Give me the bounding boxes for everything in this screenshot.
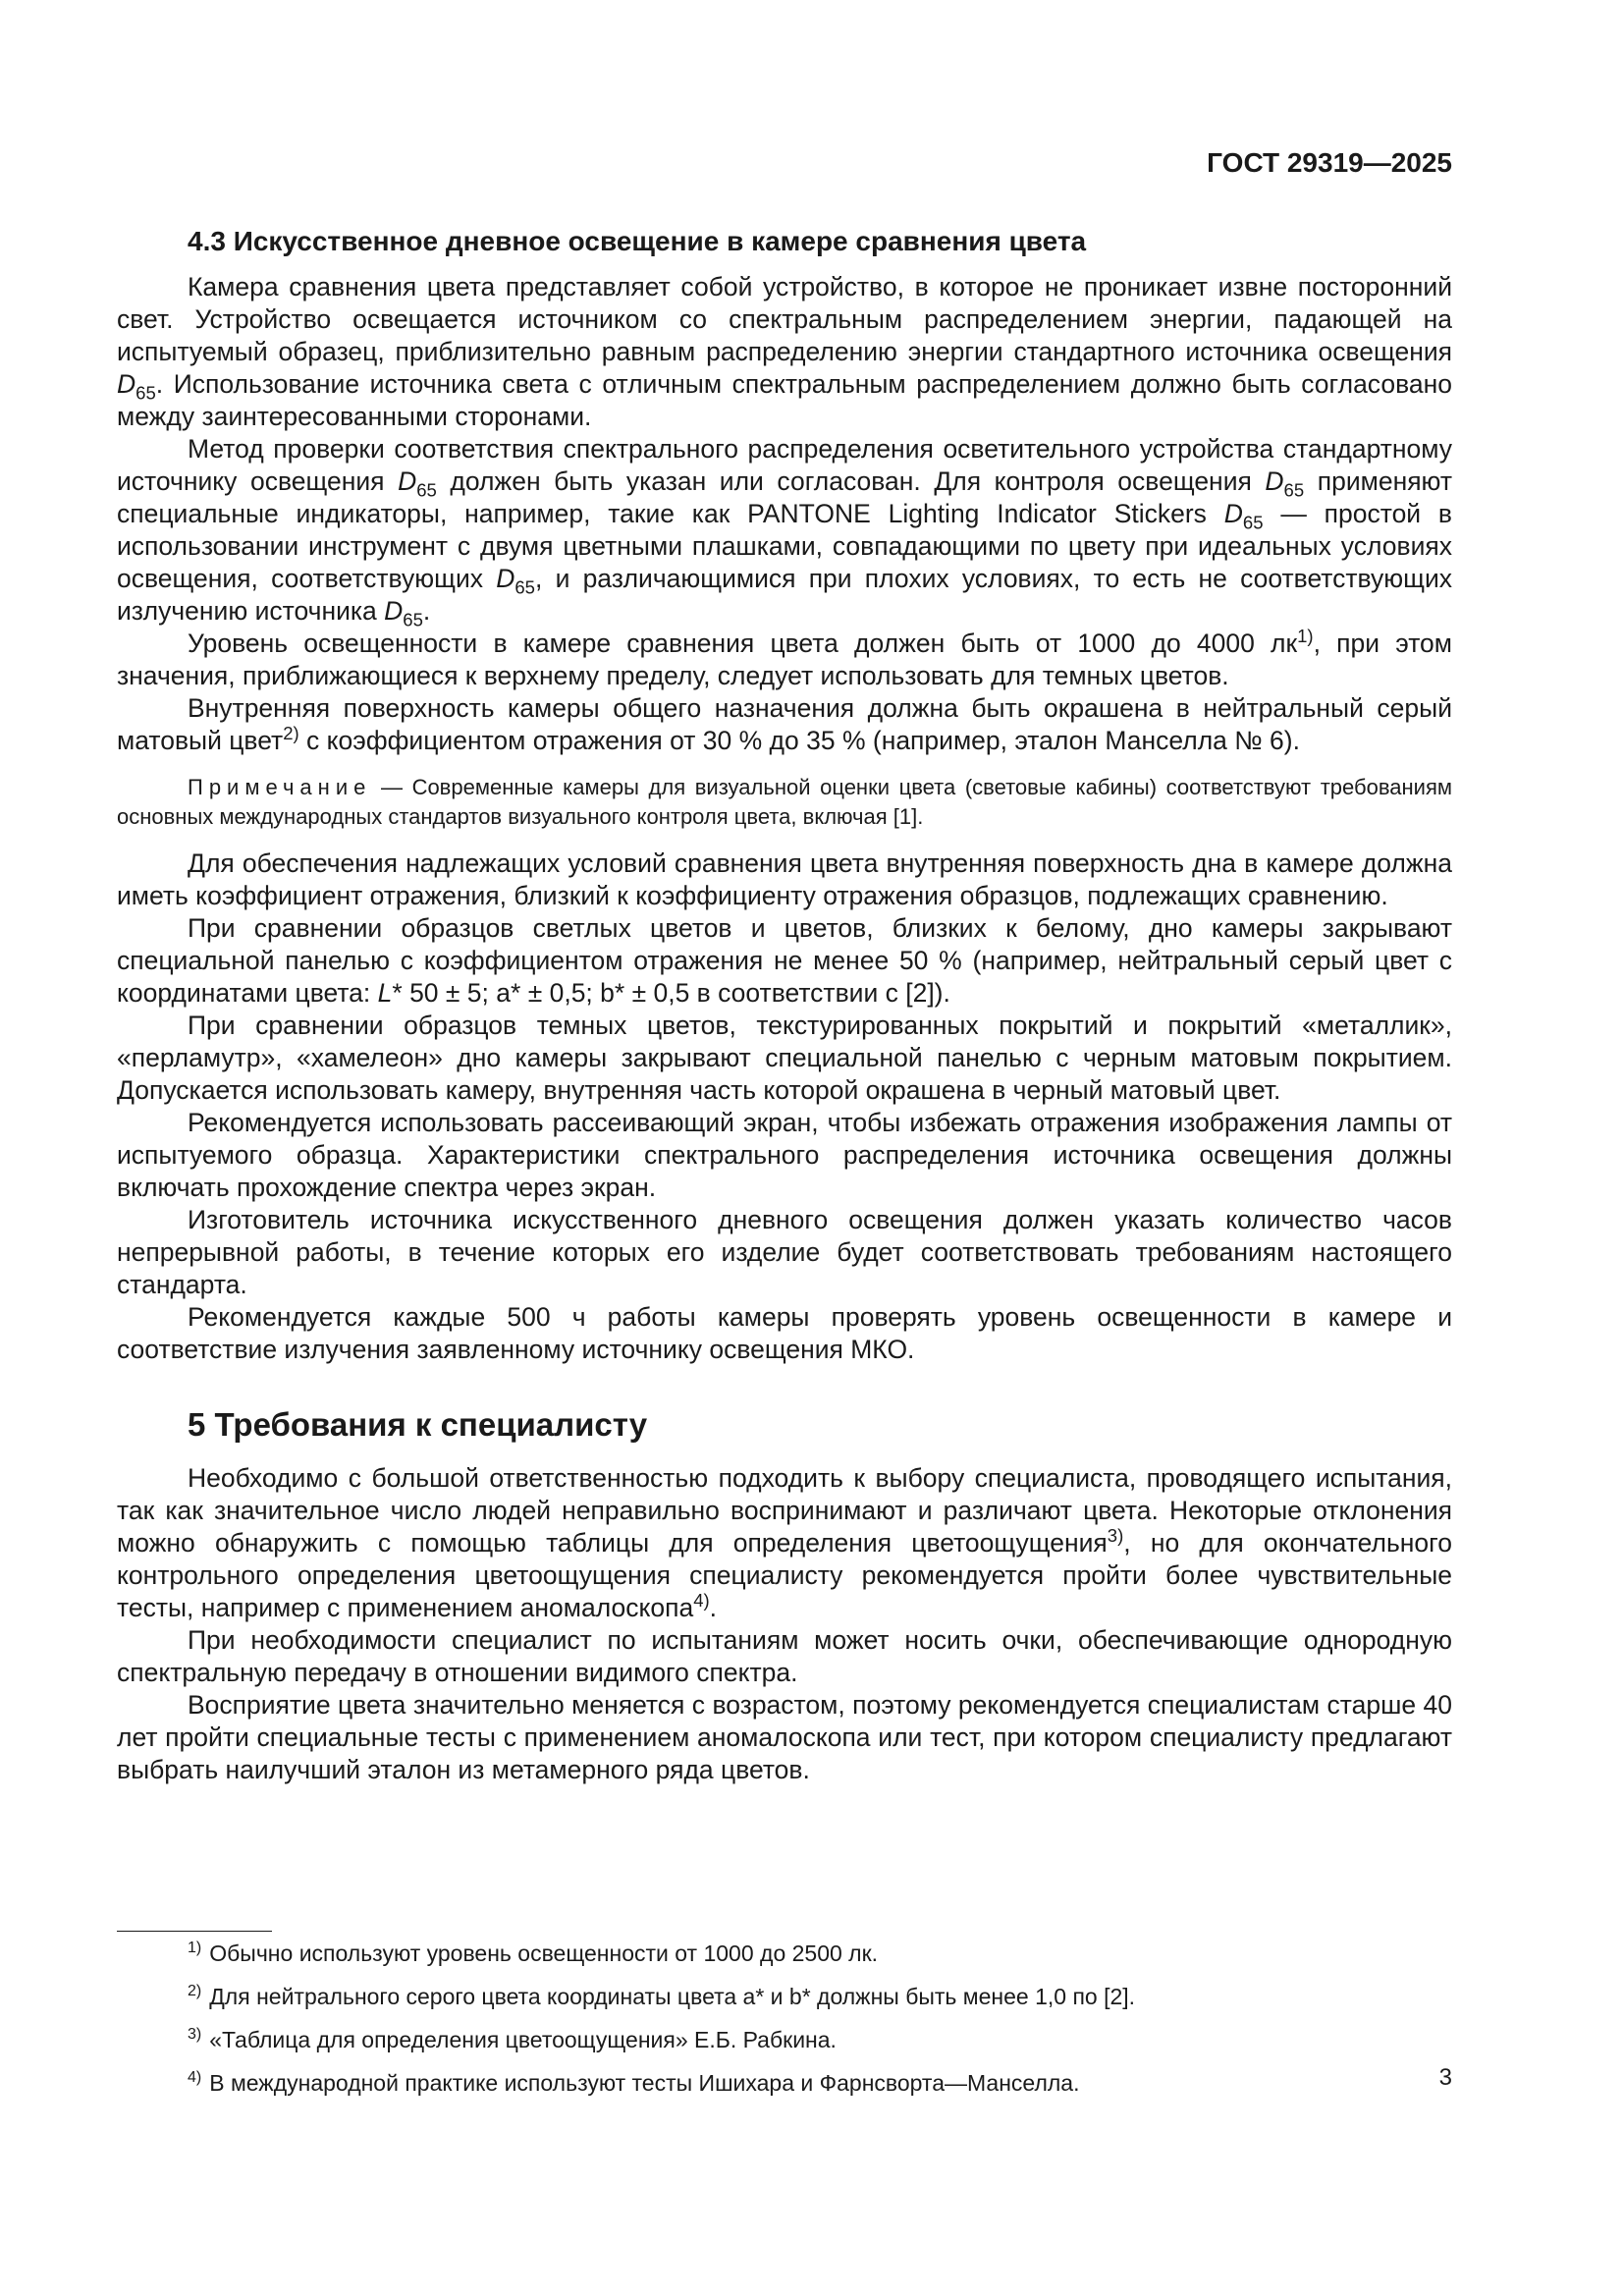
- section-4-3-heading: 4.3 Искусственное дневное освещение в камере сравнения цвета: [188, 226, 1087, 256]
- paragraph: При сравнении образцов светлых цветов и цветов, близких к белому, дно камеры закрывают специальной панелью с коэффициентом отражения не менее 50 % (например, нейтральный серый цвет с координатами цвета: L* 50 ± 5; a* ± 0,5; b* ± 0,5 в соответствии с [2]).: [117, 913, 1452, 1008]
- note-label: Примечание: [188, 775, 372, 799]
- footnote-ref[interactable]: 2): [283, 723, 299, 744]
- paragraph: Изготовитель источника искусственного дневного освещения должен указать количество часов непрерывной работы, в течение которых его изделие будет соответствовать требованиям настоящего стандарта.: [117, 1205, 1452, 1299]
- paragraph: Уровень освещенности в камере сравнения цвета должен быть от 1000 до 4000 $лк^{1)}$, при этом значения, приближающиеся к верхнему пределу, следует использовать для темных цветов.: [117, 626, 1452, 690]
- paragraph: Метод проверки соответствия спектрального распределения осветительного устройства стандартному источнику освещения $D_{65}$ должен быть указан или согласован. Для контроля освещения $D_{65}$ применяют специальные индикаторы, например, такие как PANTONE Lighting Indicator Stickers $D_{65}$ — простой в использовании инструмент с двумя цветными плашками, совпадающими по цвету при идеальных условиях освещения, соответствующих $D_{65}$, и различающимися при плохих условиях, то есть не соответствующих излучению источника $D_{65}$.: [117, 434, 1453, 630]
- paragraph: Необходимо с большой ответственностью подходить к выбору специалиста, проводящего испытания, так как значительное число людей неправильно воспринимают и различают цвета. Некоторые отклонения можно обнаружить с помощью таблицы для определения цветоощущения$^{3)}$, но для окончательного контрольного определения цветоощущения специалисту рекомендуется пройти более чувствительные тесты, например с применением аномалоскопа$^{4)}$.: [117, 1463, 1452, 1622]
- section-5-heading: 5 Требования к специалисту: [188, 1406, 648, 1443]
- footnote: $^{1)}$ Обычно используют уровень освещенности от 1000 до 2500 лк.: [188, 1940, 879, 1966]
- footnotes: [188, 1939, 1454, 2111]
- note: Примечание — Современные камеры для визуальной оценки цвета (световые кабины) соответствуют требованиям основных международных стандартов визуального контроля цвета, включая [1].: [117, 775, 1452, 829]
- footnote: $^{2)}$ Для нейтрального серого цвета координаты цвета a* и b* должны быть менее 1,0 по [2].: [188, 1983, 1136, 2009]
- footnote-ref[interactable]: 4): [693, 1590, 710, 1612]
- paragraph: Для обеспечения надлежащих условий сравнения цвета внутренняя поверхность дна в камере должна иметь коэффициент отражения, близкий к коэффициенту отражения образцов, подлежащих сравнению.: [117, 848, 1452, 910]
- paragraph: Камера сравнения цвета представляет собой устройство, в которое не проникает извне посторонний свет. Устройство освещается источником со спектральным распределением энергии, падающей на испытуемый образец, приблизительно равным распределению энергии стандартного источника освещения $D_{65}$. Использование источника света с отличным спектральным распределением должно быть согласовано между заинтересованными сторонами.: [117, 272, 1452, 431]
- page-body: [117, 224, 1452, 1786]
- footnote-ref[interactable]: 3): [1107, 1525, 1124, 1547]
- paragraph: При необходимости специалист по испытаниям может носить очки, обеспечивающие однородную спектральную передачу в отношении видимого спектра.: [117, 1625, 1452, 1687]
- footnote: $^{4)}$ В международной практике используют тесты Ишихара и Фарнсворта—Манселла.: [188, 2069, 1080, 2096]
- document-code: ГОСТ 29319—2025: [1207, 147, 1452, 178]
- footnote-divider: [117, 1931, 272, 1932]
- paragraph: Восприятие цвета значительно меняется с возрастом, поэтому рекомендуется специалистам старше 40 лет пройти специальные тесты с применением аномалоскопа или тест, при котором специалисту предлагают выбрать наилучший эталон из метамерного ряда цветов.: [117, 1690, 1452, 1784]
- paragraph: При сравнении образцов темных цветов, текстурированных покрытий и покрытий «металлик», «перламутр», «хамелеон» дно камеры закрывают специальной панелью с черным матовым покрытием. Допускается использовать камеру, внутренняя часть которой окрашена в черный матовый цвет.: [117, 1011, 1452, 1105]
- footnote-ref[interactable]: 1): [1297, 626, 1314, 647]
- paragraph: Рекомендуется использовать рассеивающий экран, чтобы избежать отражения изображения лампы от испытуемого образца. Характеристики спектрального распределения источника освещения должны включать прохождение спектра через экран.: [117, 1108, 1452, 1202]
- footnote: $^{3)}$ «Таблица для определения цветоощущения» Е.Б. Рабкина.: [188, 2026, 837, 2052]
- paragraph: Внутренняя поверхность камеры общего назначения должна быть окрашена в нейтральный серый матовый цвет$^{2)}$ с коэффициентом отражения от 30 % до 35 % (например, эталон Манселла № 6).: [117, 693, 1452, 755]
- paragraph: Рекомендуется каждые 500 ч работы камеры проверять уровень освещенности в камере и соответствие излучения заявленному источнику освещения МКО.: [117, 1302, 1452, 1364]
- page-number: 3: [1438, 2064, 1452, 2091]
